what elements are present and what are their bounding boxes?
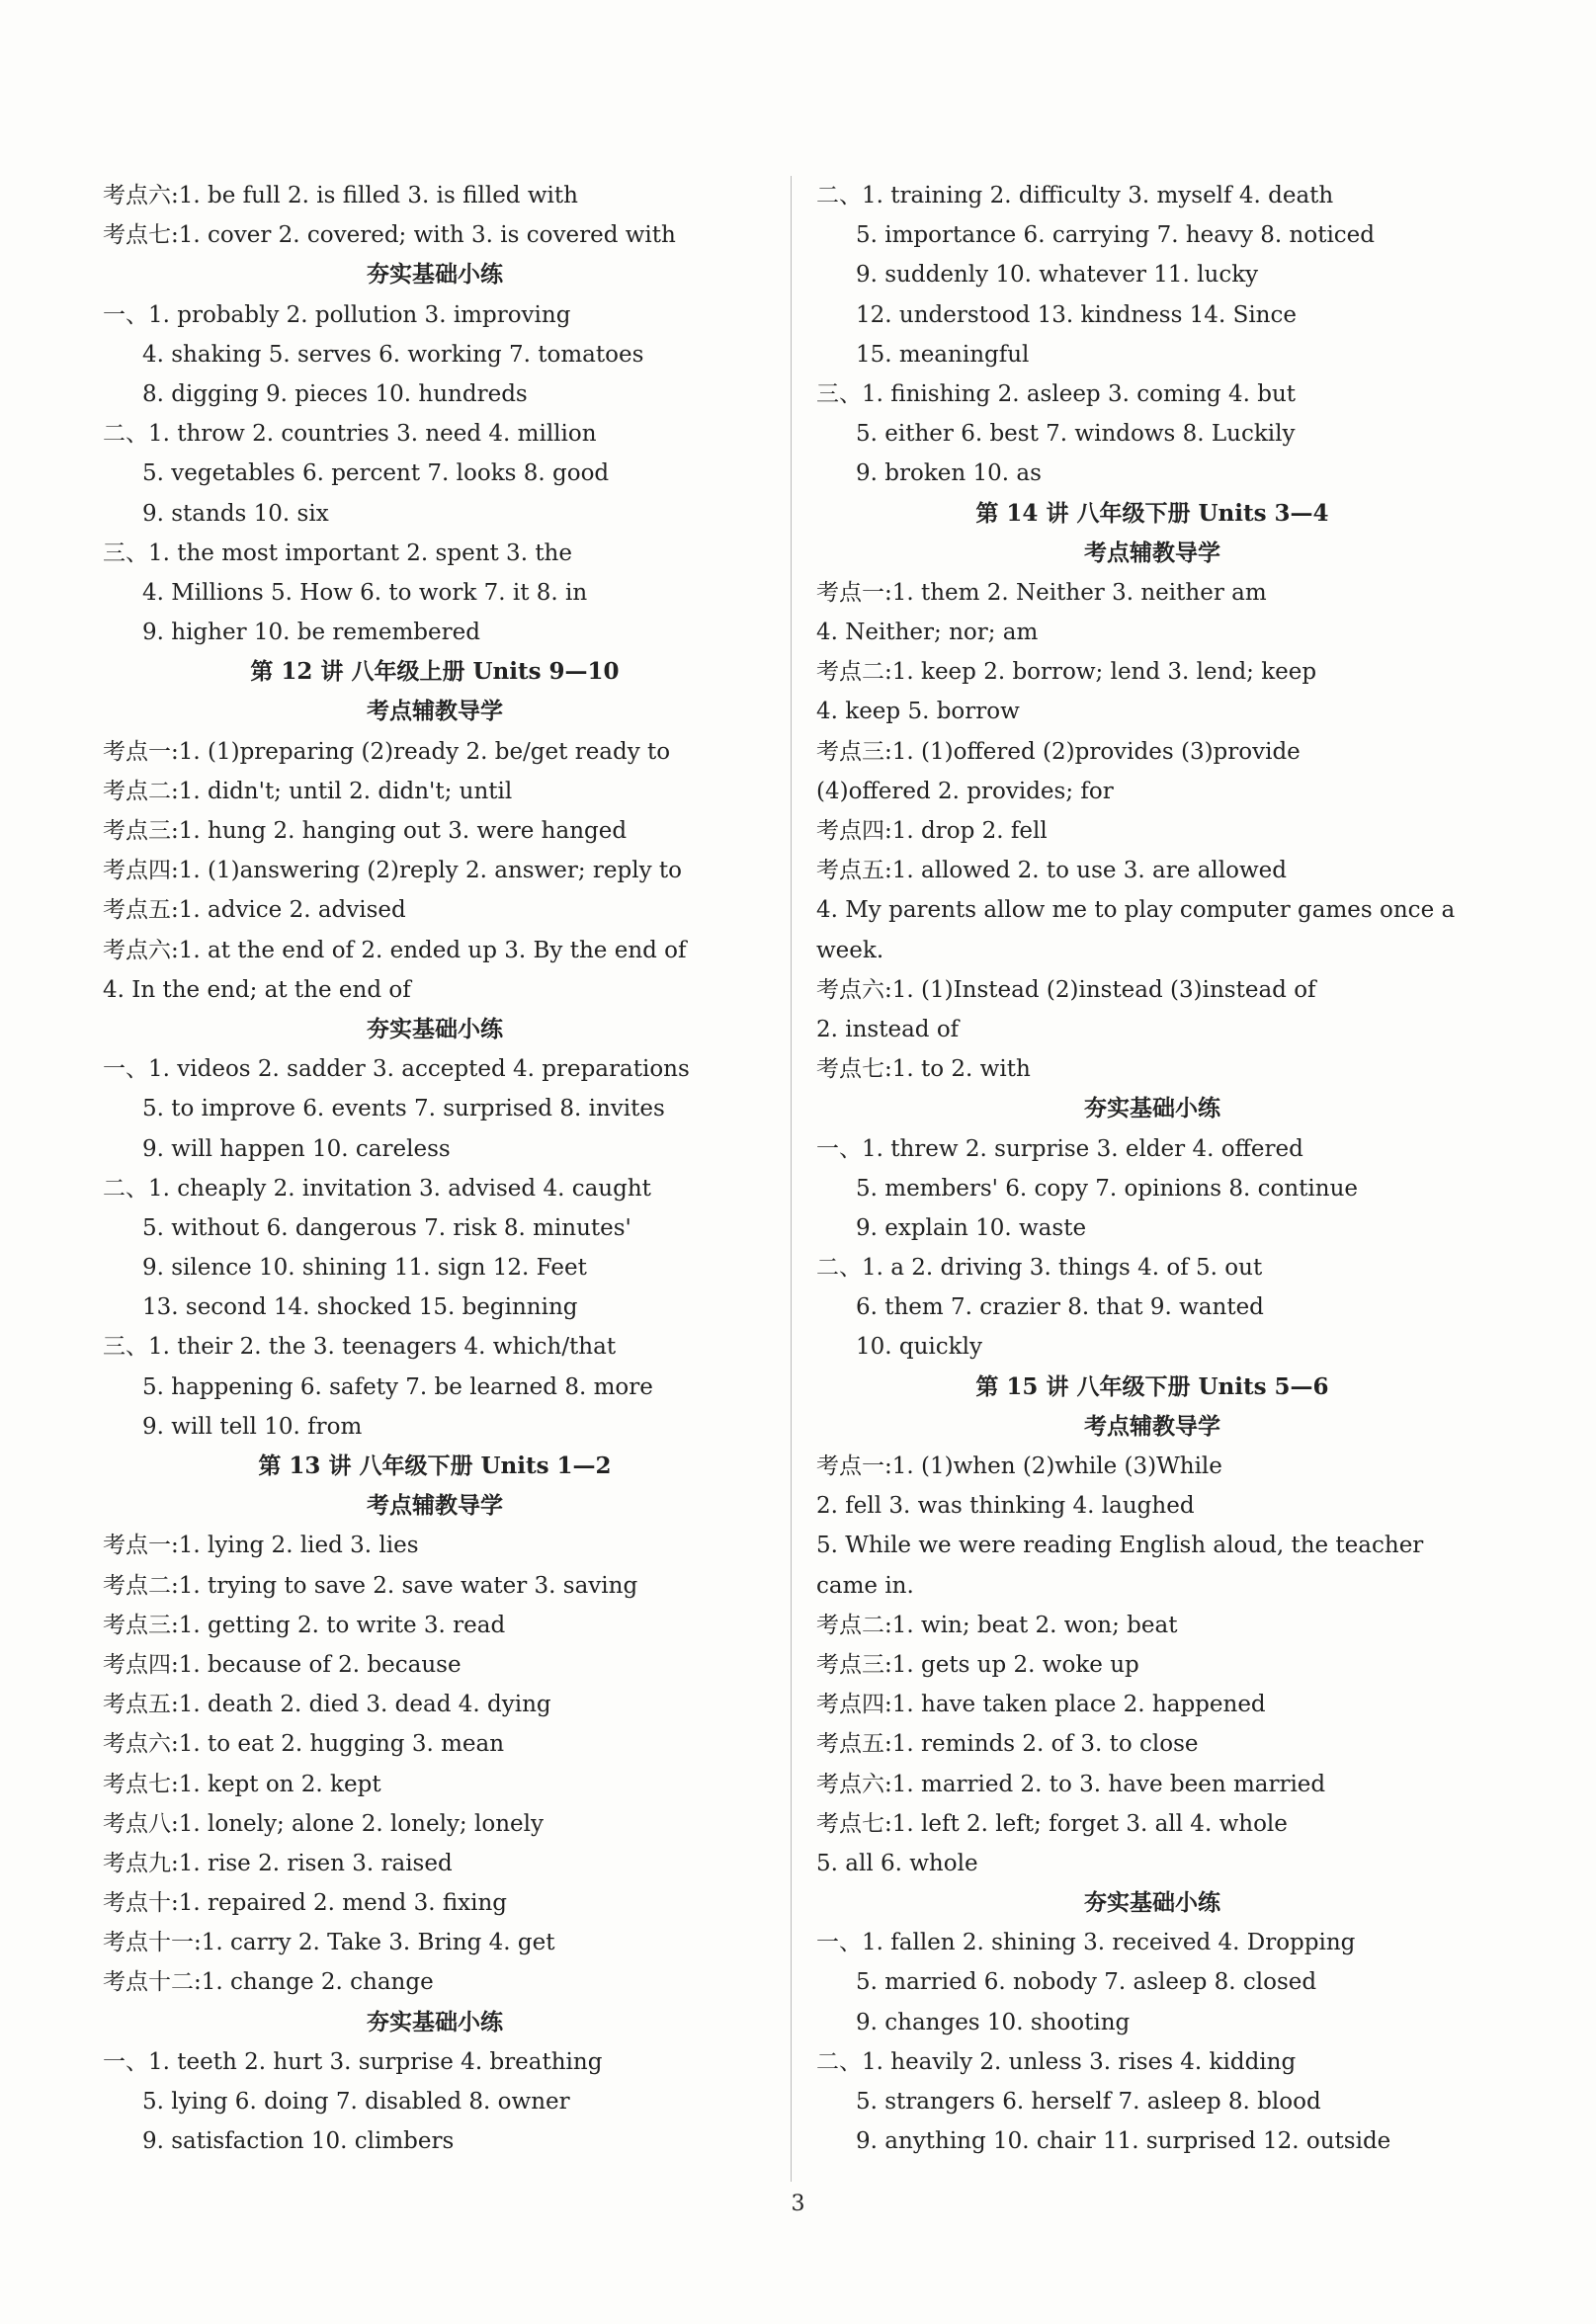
answer-line: 考点二:1. win; beat 2. won; beat [816, 1612, 1178, 1638]
section-heading: 夯实基础小练 [1084, 1889, 1220, 1917]
answer-line: 考点七:1. to 2. with [816, 1056, 1031, 1083]
answer-line: 考点十二:1. change 2. change [103, 1969, 434, 1996]
answer-line: 考点六:1. married 2. to 3. have been married [816, 1771, 1326, 1797]
answer-line: 考点四:1. drop 2. fell [816, 818, 1048, 844]
answer-line: 考点六:1. at the end of 2. ended up 3. By the end of [103, 937, 687, 963]
answer-line: 10. quickly [856, 1334, 982, 1361]
answer-line: 考点十一:1. carry 2. Take 3. Bring 4. get [103, 1930, 555, 1956]
answer-line: 考点六:1. to eat 2. hugging 3. mean [103, 1731, 505, 1758]
answer-line: 4. Neither; nor; am [816, 620, 1039, 646]
answer-line: 5. happening 6. safety 7. be learned 8. more [142, 1373, 653, 1400]
section-heading: 考点辅教导学 [1084, 539, 1220, 566]
section-heading: 夯实基础小练 [367, 2008, 503, 2035]
answer-line: 考点三:1. (1)offered (2)provides (3)provide [816, 738, 1301, 765]
answer-line: 5. either 6. best 7. windows 8. Luckily [856, 421, 1296, 448]
answer-line: 9. explain 10. waste [856, 1214, 1087, 1241]
answer-line: 一、1. probably 2. pollution 3. improving [103, 301, 571, 328]
answer-line: 15. meaningful [856, 341, 1030, 368]
answer-line: 9. will tell 10. from [142, 1413, 363, 1440]
answer-line: 考点四:1. (1)answering (2)reply 2. answer; reply to [103, 858, 682, 884]
answer-line: 9. suddenly 10. whatever 11. lucky [856, 262, 1259, 289]
answer-line: 考点八:1. lonely; alone 2. lonely; lonely [103, 1810, 544, 1837]
answer-line: 二、1. cheaply 2. invitation 3. advised 4. caught [103, 1175, 651, 1202]
answer-line: 9. will happen 10. careless [142, 1135, 451, 1162]
answer-line: 考点二:1. keep 2. borrow; lend 3. lend; keep [816, 659, 1317, 686]
answer-line: 二、1. training 2. difficulty 3. myself 4. death [816, 183, 1334, 208]
answer-line: 5. strangers 6. herself 7. asleep 8. blood [856, 2089, 1321, 2115]
right-column [816, 176, 1488, 2161]
answer-line: 9. higher 10. be remembered [142, 620, 480, 646]
answer-line: 5. While we were reading English aloud, the teacher [816, 1533, 1424, 1559]
answer-line: 4. In the end; at the end of [103, 976, 411, 1003]
answer-line: 考点七:1. kept on 2. kept [103, 1771, 381, 1797]
answer-line: 8. digging 9. pieces 10. hundreds [142, 380, 528, 407]
answer-line: 6. them 7. crazier 8. that 9. wanted [856, 1294, 1264, 1321]
answer-line: 考点六:1. (1)Instead (2)instead (3)instead of [816, 976, 1316, 1003]
answer-line: 考点五:1. advice 2. advised [103, 897, 406, 924]
answer-line: 9. broken 10. as [856, 460, 1042, 487]
answer-line: 13. second 14. shocked 15. beginning [142, 1294, 578, 1321]
answer-line: 考点一:1. (1)when (2)while (3)While [816, 1453, 1222, 1479]
section-heading: 第 14 讲 八年级下册 Units 3—4 [975, 499, 1329, 527]
answer-line: 4. My parents allow me to play computer games once a [816, 897, 1456, 924]
section-heading: 夯实基础小练 [1084, 1095, 1220, 1122]
answer-line: 考点十:1. repaired 2. mend 3. fixing [103, 1890, 508, 1917]
section-heading: 第 12 讲 八年级上册 Units 9—10 [250, 658, 620, 686]
answer-line: 考点四:1. because of 2. because [103, 1651, 462, 1678]
answer-line: 考点一:1. them 2. Neither 3. neither am [816, 579, 1267, 606]
answer-line: week. [816, 937, 884, 963]
section-heading: 考点辅教导学 [367, 698, 503, 725]
section-heading: 考点辅教导学 [1084, 1412, 1220, 1440]
answer-line: 5. lying 6. doing 7. disabled 8. owner [142, 2089, 570, 2115]
answer-line: 三、1. finishing 2. asleep 3. coming 4. but [816, 380, 1296, 407]
answer-line: 5. vegetables 6. percent 7. looks 8. good [142, 460, 610, 487]
answer-line: 考点七:1. cover 2. covered; with 3. is covered with [103, 222, 676, 249]
answer-line: 三、1. their 2. the 3. teenagers 4. which/that [103, 1334, 617, 1361]
section-heading: 第 13 讲 八年级下册 Units 1—2 [258, 1452, 612, 1479]
page-number: 3 [791, 2192, 805, 2216]
answer-line: 三、1. the most important 2. spent 3. the [103, 540, 572, 566]
answer-line: 5. importance 6. carrying 7. heavy 8. noticed [856, 222, 1376, 249]
answer-line: 5. married 6. nobody 7. asleep 8. closed [856, 1969, 1317, 1996]
section-heading: 第 15 讲 八年级下册 Units 5—6 [975, 1372, 1329, 1400]
answer-line: 考点一:1. lying 2. lied 3. lies [103, 1533, 419, 1559]
left-column [103, 176, 767, 2161]
answer-line: 二、1. a 2. driving 3. things 4. of 5. out [816, 1255, 1263, 1282]
answer-line: 考点三:1. getting 2. to write 3. read [103, 1612, 506, 1638]
answer-line: 5. all 6. whole [816, 1850, 978, 1876]
answer-line: 一、1. fallen 2. shining 3. received 4. Dropping [816, 1930, 1356, 1956]
answer-line: 考点五:1. allowed 2. to use 3. are allowed [816, 858, 1287, 884]
answer-line: 2. instead of [816, 1016, 960, 1042]
answer-line: 9. changes 10. shooting [856, 2009, 1131, 2035]
answer-line: 考点三:1. gets up 2. woke up [816, 1651, 1139, 1678]
answer-line: 2. fell 3. was thinking 4. laughed [816, 1493, 1195, 1520]
section-heading: 考点辅教导学 [367, 1492, 503, 1520]
answer-line: 二、1. heavily 2. unless 3. rises 4. kidding [816, 2048, 1297, 2075]
answer-line: 4. keep 5. borrow [816, 699, 1020, 725]
answer-line: 一、1. videos 2. sadder 3. accepted 4. preparations [103, 1056, 690, 1083]
answer-line: 4. Millions 5. How 6. to work 7. it 8. in [142, 579, 588, 606]
answer-line: came in. [816, 1572, 914, 1599]
answer-line: 考点九:1. rise 2. risen 3. raised [103, 1850, 453, 1876]
column-divider [791, 176, 792, 2182]
answer-line: 考点二:1. didn't; until 2. didn't; until [103, 778, 513, 804]
answer-line: 9. stands 10. six [142, 500, 329, 527]
section-heading: 夯实基础小练 [367, 261, 503, 289]
answer-line: 5. without 6. dangerous 7. risk 8. minutes' [142, 1214, 631, 1241]
answer-line: 考点一:1. (1)preparing (2)ready 2. be/get ready to [103, 738, 671, 765]
answer-line: 二、1. throw 2. countries 3. need 4. million [103, 421, 597, 448]
answer-line: 4. shaking 5. serves 6. working 7. tomatoes [142, 341, 644, 368]
section-heading: 夯实基础小练 [367, 1015, 503, 1042]
answer-line: 考点六:1. be full 2. is filled 3. is filled with [103, 183, 578, 208]
answer-line: 5. members' 6. copy 7. opinions 8. continue [856, 1175, 1359, 1202]
answer-line: (4)offered 2. provides; for [816, 778, 1114, 804]
answer-line: 9. silence 10. shining 11. sign 12. Feet [142, 1255, 587, 1282]
answer-line: 9. satisfaction 10. climbers [142, 2128, 455, 2155]
answer-line: 考点五:1. reminds 2. of 3. to close [816, 1731, 1199, 1758]
answer-line: 考点四:1. have taken place 2. happened [816, 1692, 1266, 1718]
answer-line: 考点七:1. left 2. left; forget 3. all 4. whole [816, 1810, 1288, 1837]
answer-line: 9. anything 10. chair 11. surprised 12. outside [856, 2128, 1391, 2155]
answer-line: 考点二:1. trying to save 2. save water 3. saving [103, 1572, 638, 1599]
answer-line: 一、1. teeth 2. hurt 3. surprise 4. breathing [103, 2048, 603, 2075]
answer-line: 12. understood 13. kindness 14. Since [856, 301, 1297, 328]
answer-line: 考点三:1. hung 2. hanging out 3. were hanged [103, 818, 628, 844]
answer-line: 5. to improve 6. events 7. surprised 8. invites [142, 1096, 665, 1122]
answer-line: 考点五:1. death 2. died 3. dead 4. dying [103, 1692, 551, 1718]
answer-line: 一、1. threw 2. surprise 3. elder 4. offered [816, 1135, 1303, 1162]
